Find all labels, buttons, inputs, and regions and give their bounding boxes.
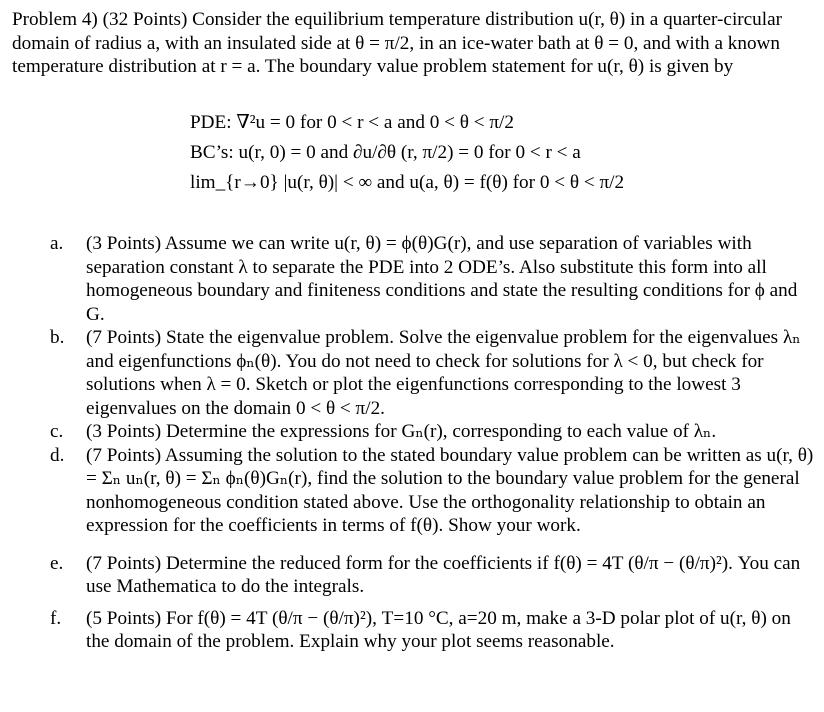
part-text: (7 Points) Determine the reduced form for the coefficients if f(θ) = 4T (θ/π − (θ/π)²). You can use Mathematica to do the integrals. xyxy=(86,552,801,597)
finiteness-condition: lim_{r→0} |u(r, θ)| < ∞ and u(a, θ) = f(θ) for 0 < θ < π/2 xyxy=(190,172,625,193)
part-label: d. xyxy=(50,444,65,466)
part-text: (3 Points) Determine the expressions for Gₙ(r), corresponding to each value of λₙ. xyxy=(86,421,717,442)
problem-parts xyxy=(50,232,815,654)
part-label: c. xyxy=(50,421,64,442)
part-f xyxy=(50,607,815,654)
part-b xyxy=(50,326,815,420)
part-text: (5 Points) For f(θ) = 4T (θ/π − (θ/π)²), T=10 °C, a=20 m, make a 3-D polar plot of u(r, θ) on the domain of the problem. Explain why your plot seems reasonable. xyxy=(86,607,791,652)
part-a xyxy=(50,232,815,326)
problem-intro: Problem 4) (32 Points) Consider the equilibrium temperature distribution u(r, θ) in a quarter-circular domain of radius a, with an insulated side at θ = π/2, in an ice-water bath at θ = 0, and with a known temperature distribution at r = a. The boundary value problem statement for u(r, θ) is given by xyxy=(12,9,783,77)
boundary-conditions: BC’s: u(r, 0) = 0 and ∂u/∂θ (r, π/2) = 0 for 0 < r < a xyxy=(190,142,581,163)
part-label: e. xyxy=(50,552,64,574)
part-label: b. xyxy=(50,327,65,348)
part-d xyxy=(50,444,815,538)
part-text: (3 Points) Assume we can write u(r, θ) = ϕ(θ)G(r), and use separation of variables with separation constant λ to separate the PDE into 2 ODE’s. Also substitute this form into all homogeneous boundary and finiteness conditions and state the resulting conditions for ϕ and G. xyxy=(86,233,798,325)
part-text: (7 Points) Assuming the solution to the stated boundary value problem can be written as u(r, θ) = Σₙ uₙ(r, θ) = Σₙ ϕₙ(θ)Gₙ(r), find the solution to the boundary value problem for the general nonhomogeneous condition stated above. Use the orthogonality relationship to obtain an expression for the coefficients in terms of f(θ). Show your work. xyxy=(86,444,814,536)
part-label: a. xyxy=(50,233,64,254)
boundary-value-problem xyxy=(190,108,650,198)
part-c xyxy=(50,420,815,444)
part-e xyxy=(50,552,815,599)
pde-equation: PDE: ∇²u = 0 for 0 < r < a and 0 < θ < π/2 xyxy=(190,112,514,133)
part-label: f. xyxy=(50,607,62,629)
part-text: (7 Points) State the eigenvalue problem. Solve the eigenvalue problem for the eigenvalues λₙ and eigenfunctions ϕₙ(θ). You do not need to check for solutions for λ < 0, but check for solutions when λ = 0. Sketch or plot the eigenfunctions corresponding to the lowest 3 eigenvalues on the domain 0 < θ < π/2. xyxy=(86,327,801,419)
